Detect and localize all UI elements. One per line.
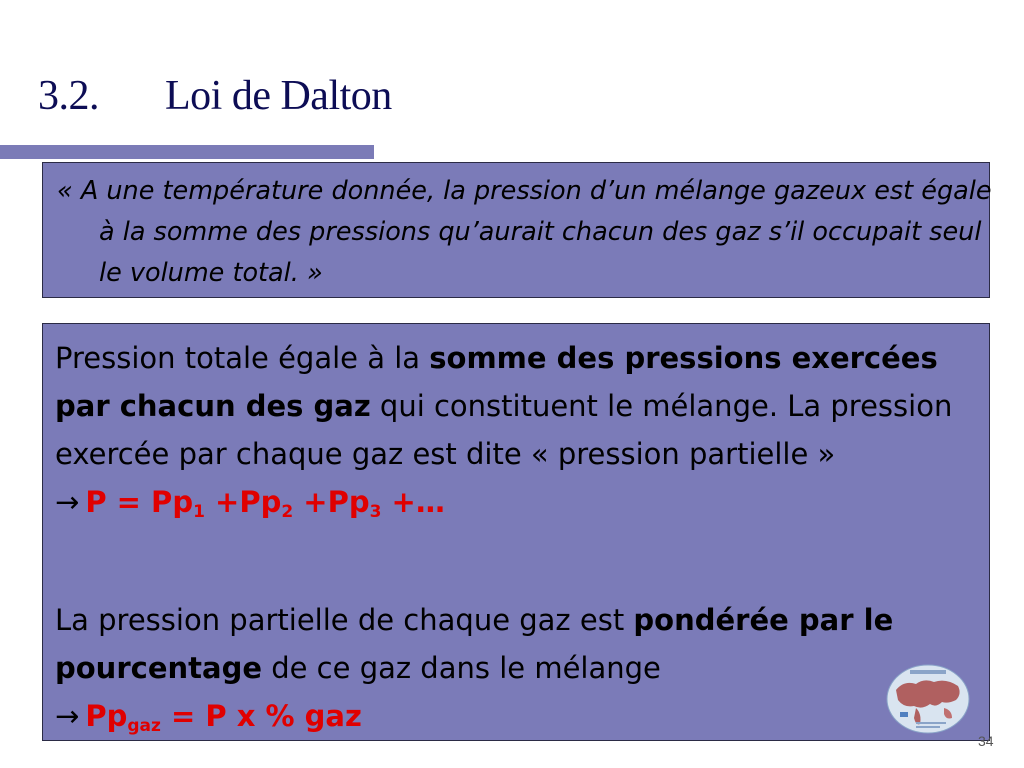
weighted-pressure-paragraph [55, 596, 975, 740]
p1-text-a: Pression totale égale à la [55, 341, 430, 375]
page-number: 34 [978, 733, 994, 749]
slide-title [38, 72, 392, 120]
formula-partial-pressure: → $Pp_{gaz} = P$ x % gaz [55, 699, 362, 736]
partial-pressure-paragraph [55, 334, 975, 526]
title-text: Loi de Dalton [165, 73, 392, 119]
quote-box [42, 162, 990, 298]
p2-text-bold: pondérée par le pourcentage [55, 603, 894, 685]
p1-text-c: qui constituent le mélange. La pression exercée par chaque gaz est dite « pression partielle » [55, 389, 953, 471]
arrow-right-icon: → [55, 485, 80, 519]
title-underline-bar [0, 145, 374, 159]
p2-text-c: de ce gaz dans le mélange [262, 651, 661, 685]
world-map-globe-icon [886, 664, 970, 734]
arrow-right-icon: → [55, 699, 80, 733]
p2-text-a: La pression partielle de chaque gaz est [55, 603, 634, 637]
formula-total-pressure: → $P = Pp_1 +Pp_2 +Pp_3$ +… [55, 485, 445, 522]
title-number: 3.2. [38, 73, 99, 119]
explanation-box [42, 323, 990, 741]
p1-text-bold: somme des pressions exercées par chacun des gaz [55, 341, 938, 423]
dalton-law-quote: « A une température donnée, la pression d’un mélange gazeux est égale à la somme des pressions qu’aurait chacun des gaz s’il occupait seul le volume total. » [57, 176, 992, 288]
